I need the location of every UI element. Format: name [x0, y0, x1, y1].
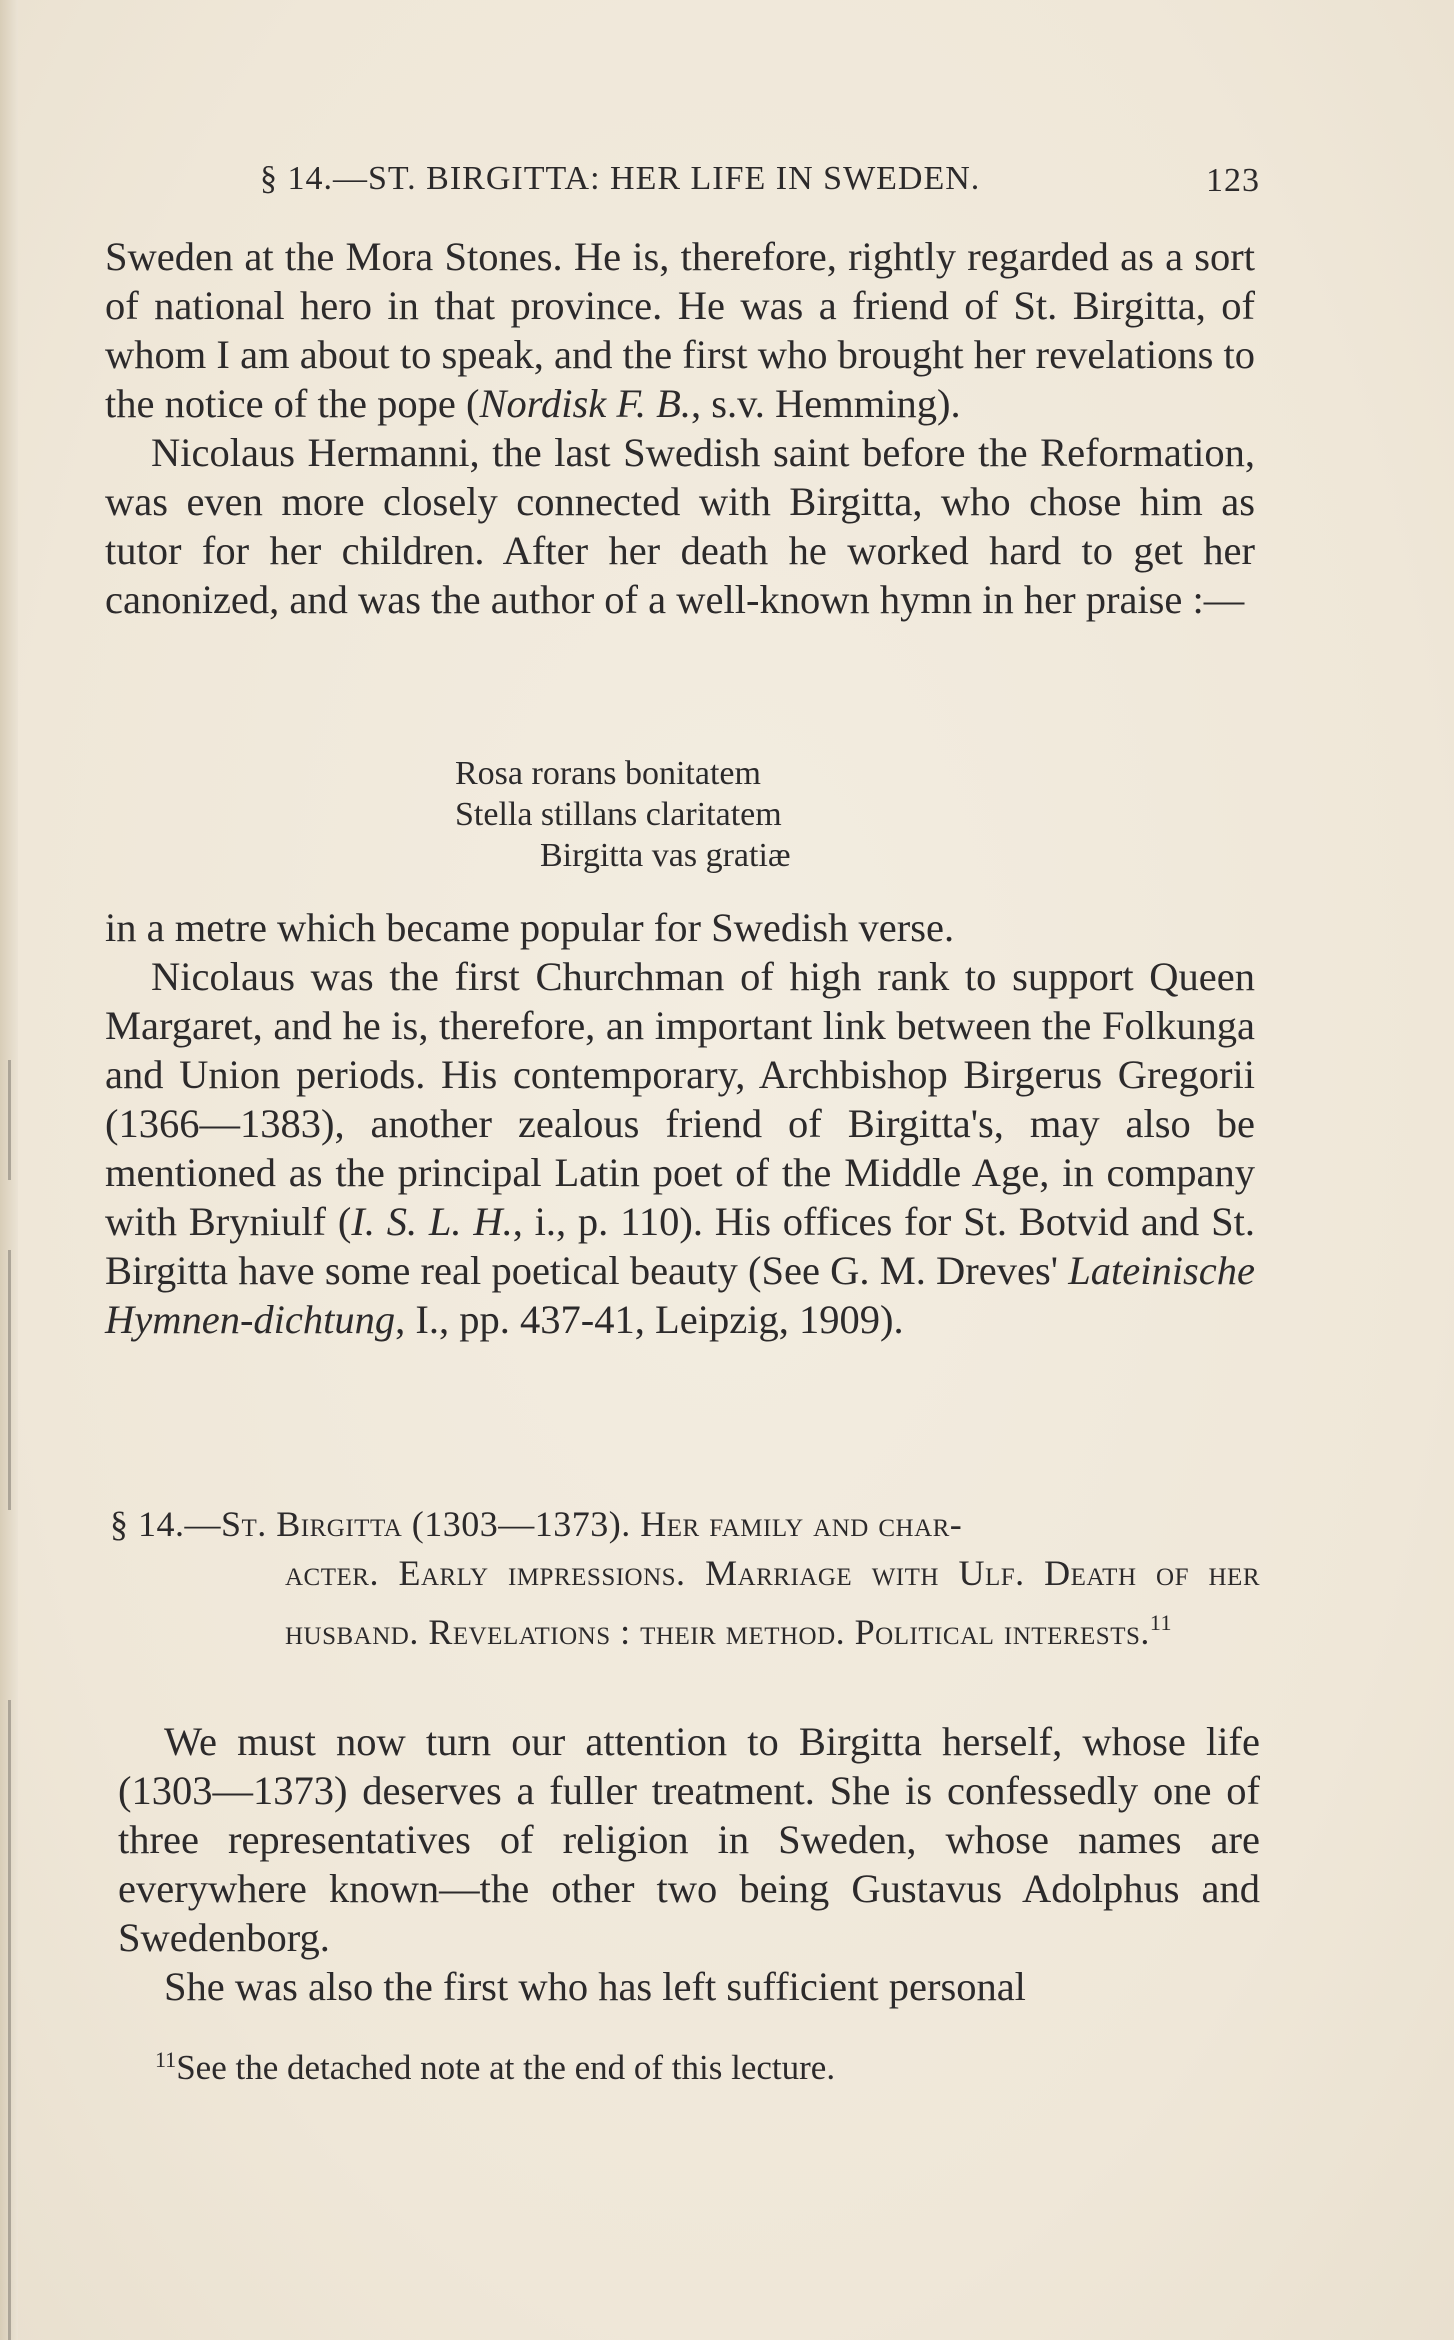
section-heading-continuation: acter. Early impressions. Marriage with Ulf. Death of her husband. Revelations : their method. Political interests.$^{11}$: [285, 1553, 1260, 1652]
paragraph-personal: She was also the first who has left sufficient personal: [164, 1964, 1026, 2009]
paragraph-nicolaus-hermanni: Nicolaus Hermanni, the last Swedish saint before the Reformation, was even more closely connected with Birgitta, who chose him as tutor for her children. After her death he worked hard to get her canonized, and was the author of a well-known hymn in her praise :—: [105, 430, 1255, 622]
paragraph-birgitta-herself: We must now turn our attention to Birgitta herself, whose life (1303—1373) deserves a fuller treatment. She is confessedly one of three representatives of religion in Sweden, whose names are everywhere known—the other two being Gustavus Adolphus and Swedenborg.: [118, 1719, 1260, 1960]
italic-citation: Nordisk F. B.: [479, 381, 692, 426]
footnote-marker: 11: [155, 2047, 177, 2072]
italic-citation: I. S. L. H.: [351, 1199, 513, 1244]
section-heading: [110, 1500, 1260, 1657]
italic-book-title: Lateinische Hymnen-dichtung: [105, 1248, 1255, 1342]
running-header: [260, 160, 1260, 210]
text-block-middle: [105, 903, 1255, 1344]
verse-line: Birgitta vas gratiæ: [540, 837, 791, 874]
gutter-shadow: [8, 1250, 11, 1510]
gutter-shadow: [8, 1060, 11, 1180]
footnote-text: See the detached note at the end of this lecture.: [176, 2048, 836, 2087]
footnote-reference: 11: [1149, 1610, 1173, 1635]
text-block-top: [105, 232, 1255, 624]
running-title: § 14.—ST. BIRGITTA: HER LIFE IN SWEDEN.: [260, 160, 981, 197]
verse-line: Rosa rorans bonitatem: [455, 755, 761, 792]
page-number: 123: [1206, 162, 1260, 199]
hymn-verse: [455, 753, 791, 876]
verse-line: Stella stillans claritatem: [455, 796, 782, 833]
text-block-bottom: [118, 1717, 1260, 2011]
paragraph-mora-stones: Sweden at the Mora Stones. He is, therefore, rightly regarded as a sort of national hero in that province. He was a friend of St. Birgitta, of whom I am about to speak, and the first who brought her revelations to the notice of the pope (Nordisk F. B., s.v. Hemming).: [105, 234, 1255, 426]
paragraph-churchman: Nicolaus was the first Churchman of high rank to support Queen Margaret, and he is, therefore, an important link between the Folkunga and Union periods. His contemporary, Archbishop Birgerus Gregorii (1366—1383), another zealous friend of Birgitta's, may also be mentioned as the principal Latin poet of the Middle Age, in company with Bryniulf (I. S. L. H., i., p. 110). His offices for St. Botvid and St. Birgitta have some real poetical beauty (See G. M. Dreves' Lateinische Hymnen-dichtung, I., pp. 437-41, Leipzig, 1909).: [105, 954, 1255, 1342]
section-heading-line: § 14.—St. Birgitta (1303—1373). Her family and char-: [110, 1504, 963, 1544]
footnote: [155, 2038, 835, 2090]
page-gutter: [0, 0, 18, 2340]
paragraph-metre: in a metre which became popular for Swedish verse.: [105, 905, 955, 950]
gutter-shadow: [8, 1700, 11, 2340]
